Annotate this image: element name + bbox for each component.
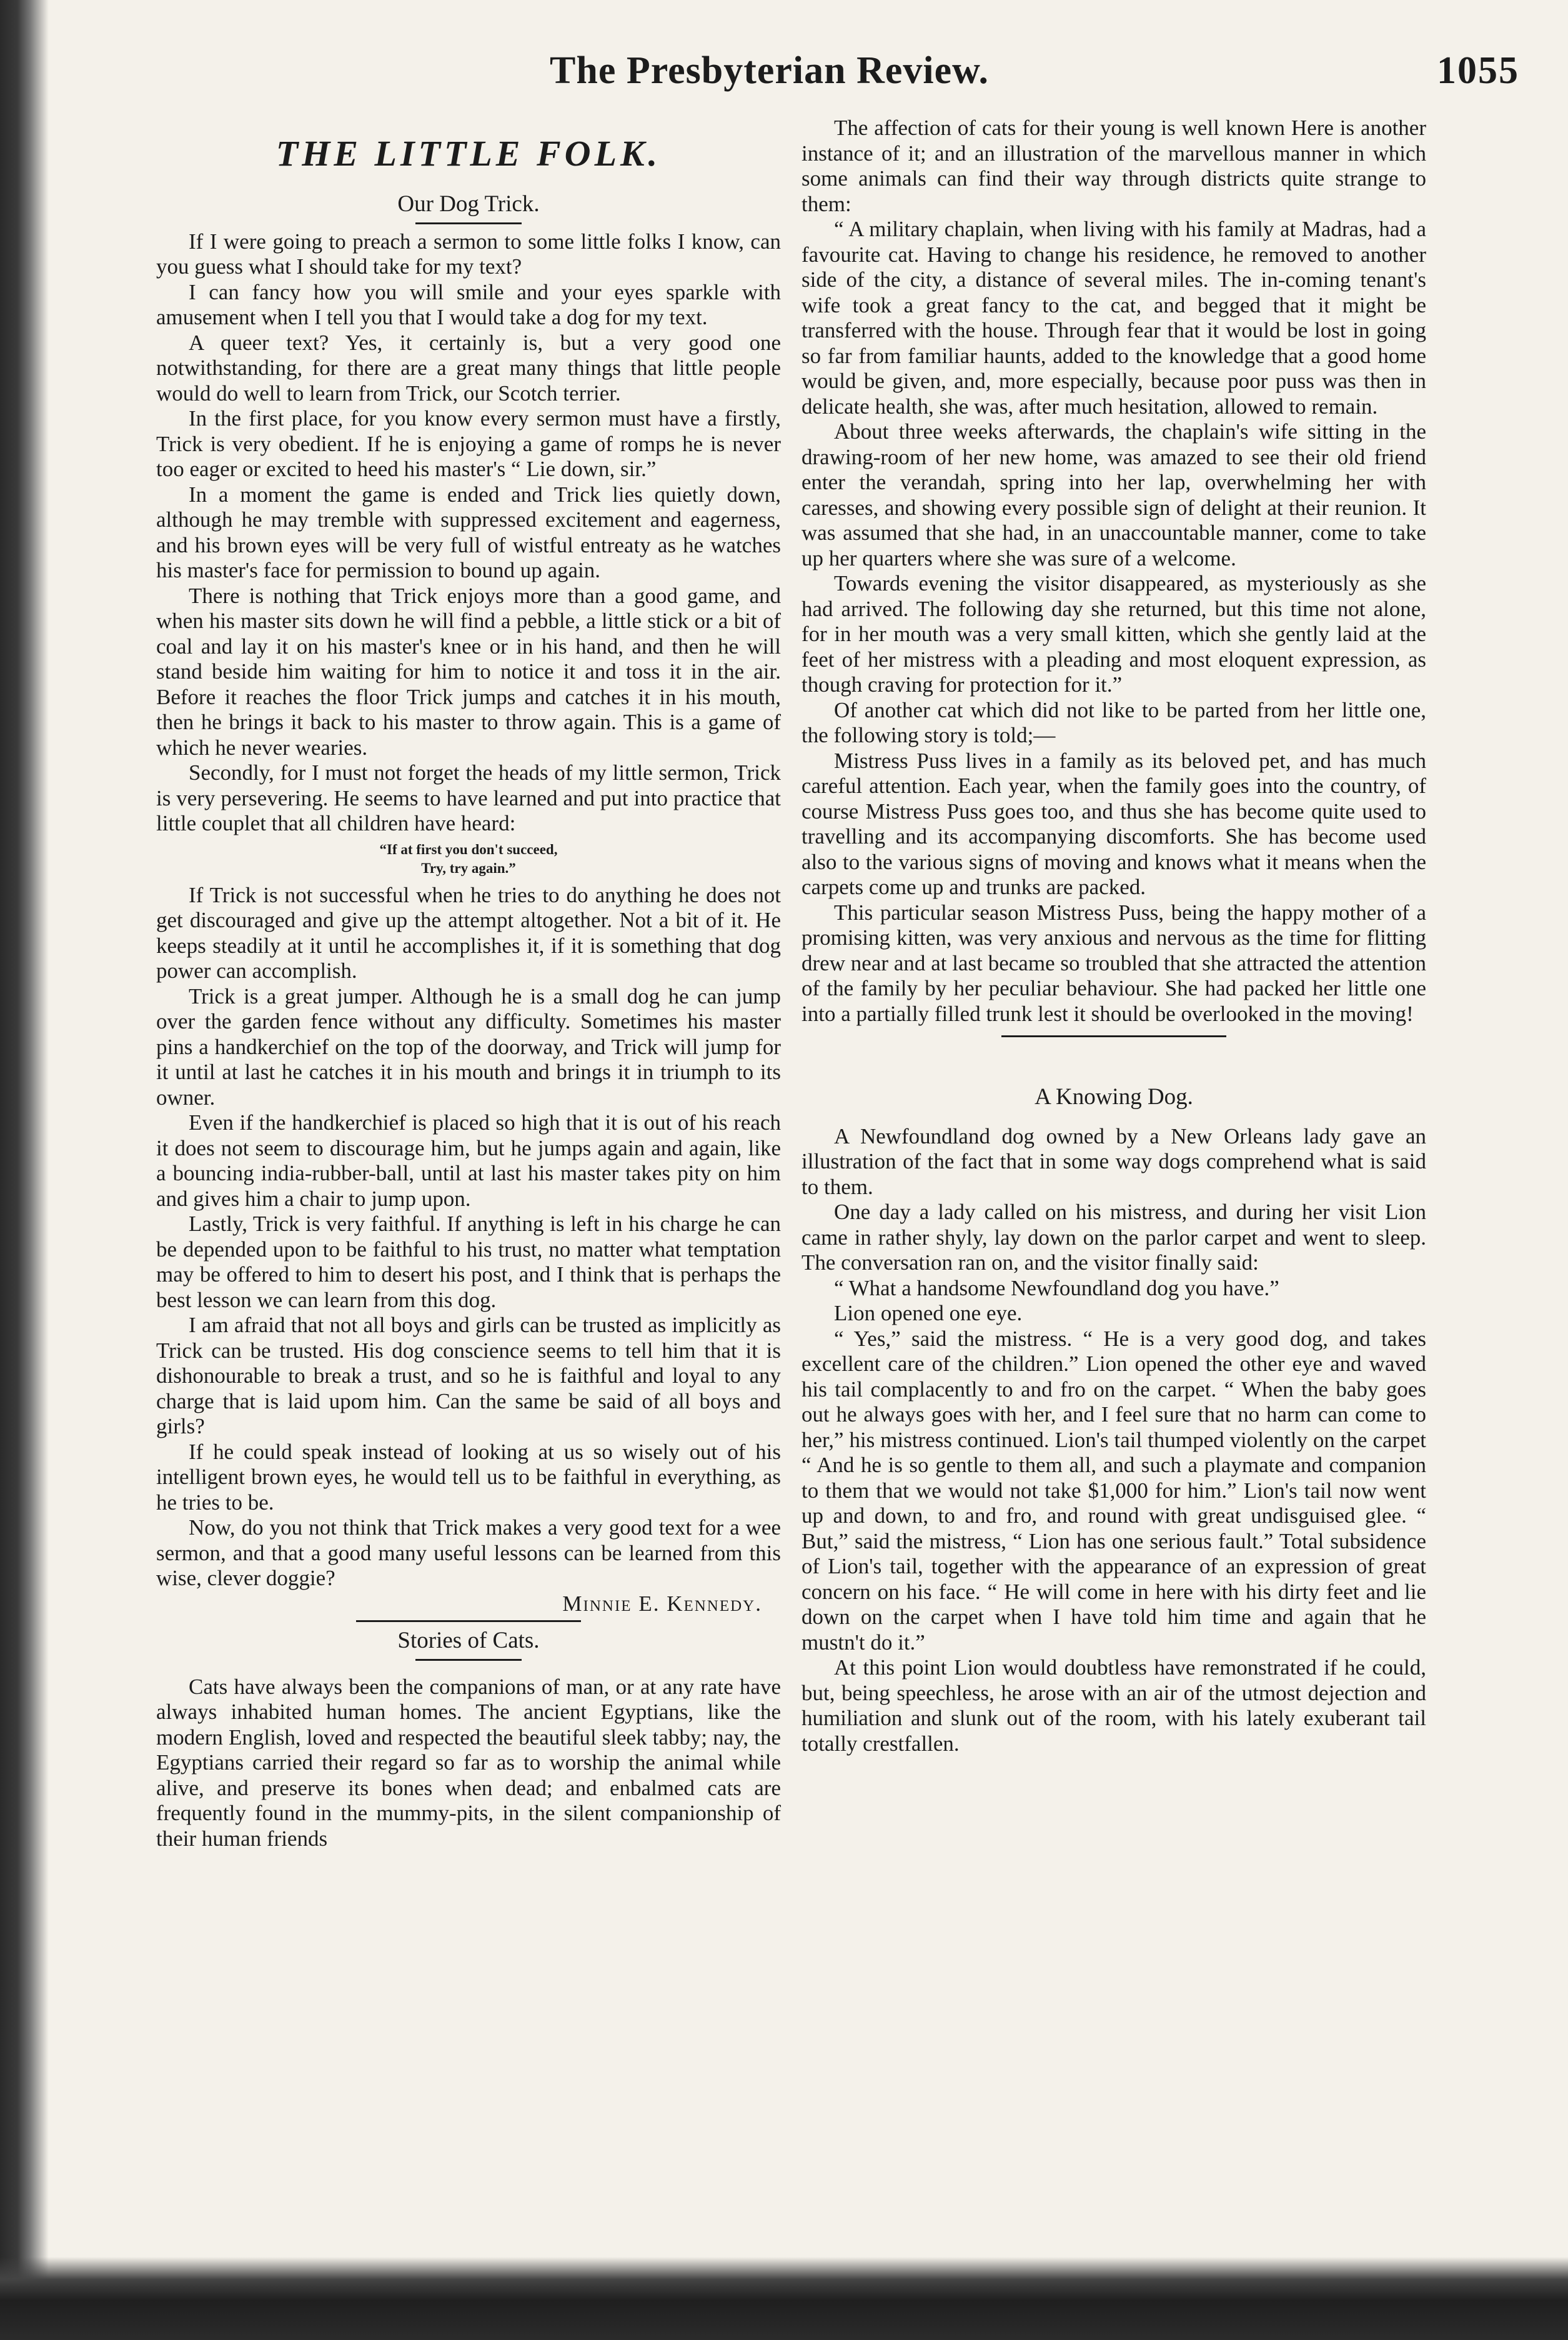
paragraph: “ What a handsome Newfoundland dog you have.” bbox=[834, 1275, 1279, 1300]
paragraph: If Trick is not successful when he tries to do anything he does not get discouraged and give up the attempt altogether. Not a bit of it. He keeps steadily at it until he accomplishes it, if it is something that dog power can accomplish. bbox=[156, 882, 781, 983]
heading-rule bbox=[415, 222, 522, 224]
heading-rule bbox=[415, 1659, 522, 1661]
story-heading-dog-trick: Our Dog Trick. bbox=[397, 191, 540, 217]
paragraph: Of another cat which did not like to be parted from her little one, the following story is told;— bbox=[801, 697, 1426, 747]
left-column bbox=[156, 116, 781, 1851]
paragraph: If he could speak instead of looking at us so wisely out of his intelligent brown eyes, he would tell us to be faithful in everything, as he tries to be. bbox=[156, 1439, 781, 1515]
paragraph: I am afraid that not all boys and girls can be trusted as implicitly as Trick can be trusted. His dog conscience seems to tell him that it is dishonourable to break a trust, and so he is faithful and loyal to any charge that is laid upom him. Can the same be said of all boys and girls? bbox=[156, 1313, 781, 1438]
paragraph: A queer text? Yes, it certainly is, but a very good one notwithstanding, for there are a great many things that little people would do well to learn from Trick, our Scotch terrier. bbox=[156, 330, 781, 406]
paragraph: Cats have always been the companions of man, or at any rate have always inhabited human homes. The ancient Egyptians, like the modern English, loved and respected the beautiful sleek tabby; nay, the Egyptians carried their regard so far as to worship the animal while alive, and preserve its bones when dead; and enbalmed cats are frequently found in the mummy-pits, in the silent companionship of their human friends bbox=[156, 1674, 781, 1851]
couplet-line-2: Try, try again.” bbox=[421, 860, 516, 876]
paragraph: “ Yes,” said the mistress. “ He is a very good dog, and takes excellent care of the children.” Lion opened the other eye and waved his tail complacently to and fro on the carpet. “ When the baby goes out he always goes with her, and I feel sure that no harm can come to her,” his mistress continued. Lion's tail thumped violently on the carpet “ And he is so gentle to them all, and such a playmate and companion to them that we would not take $1,000 for him.” Lion's tail now went up and down, to and fro, and round with great undisguised glee. “ But,” said the mistress, “ Lion has one serious fault.” Total subsidence of Lion's tail, together with the appearance of an expression of great concern on his face. “ He will come in here with his dirty feet and lie down on the carpet when I have told him time and again that he mustn't do it.” bbox=[801, 1326, 1426, 1655]
couplet-line-1: “If at first you don't succeed, bbox=[379, 841, 558, 857]
right-column bbox=[801, 116, 1426, 1756]
paragraph: If I were going to preach a sermon to some little folks I know, can you guess what I should take for my text? bbox=[156, 229, 781, 279]
running-head bbox=[0, 49, 1568, 99]
bottom-scan-edge bbox=[0, 2257, 1568, 2340]
story-end-rule bbox=[356, 1620, 581, 1622]
couplet bbox=[156, 840, 781, 878]
paragraph: The affection of cats for their young is well known Here is another instance of it; and an illustration of the marvellous manner in which some animals can find their way through districts quite strange to them: bbox=[801, 116, 1426, 216]
binding-edge bbox=[0, 0, 49, 2340]
paragraph: Now, do you not think that Trick makes a very good text for a wee sermon, and that a good many useful lessons can be learned from this wise, clever doggie? bbox=[156, 1515, 781, 1590]
page-number: 1055 bbox=[1437, 49, 1519, 92]
paragraph: In a moment the game is ended and Trick lies quietly down, although he may tremble with suppressed excitement and eagerness, and his brown eyes will be very full of wistful entreaty as he watches his master's face for permission to bound up again. bbox=[156, 482, 781, 582]
paragraph: Trick is a great jumper. Although he is a small dog he can jump over the garden fence without any difficulty. Sometimes his master pins a handkerchief on the top of the doorway, and Trick will jump for it until at last he catches it in his mouth and brings it in triumph to its owner. bbox=[156, 983, 781, 1110]
story-end-rule bbox=[1001, 1035, 1226, 1037]
paragraph: Towards evening the visitor disappeared, as mysteriously as she had arrived. The following day she returned, but this time not alone, for in her mouth was a very small kitten, which she gently laid at the feet of her mistress with a pleading and most eloquent expression, as though craving for protection for it.” bbox=[801, 571, 1426, 697]
paragraph: Lastly, Trick is very faithful. If anything is left in his charge he can be depended upon to be faithful to his trust, no matter what temptation may be offered to him to desert his post, and I think that is perhaps the best lesson we can learn from this dog. bbox=[156, 1212, 781, 1312]
paragraph: Secondly, for I must not forget the heads of my little sermon, Trick is very persevering. He seems to have learned and put into practice that little couplet that all children have heard: bbox=[156, 760, 781, 835]
story-heading-cats: Stories of Cats. bbox=[397, 1628, 540, 1653]
paragraph: A Newfoundland dog owned by a New Orleans lady gave an illustration of the fact that in some way dogs comprehend what is said to them. bbox=[801, 1123, 1426, 1199]
paragraph: I can fancy how you will smile and your eyes sparkle with amusement when I tell you that I would take a dog for my text. bbox=[156, 279, 781, 329]
paragraph: Mistress Puss lives in a family as its beloved pet, and has much careful attention. Each year, when the family goes into the country, of course Mistress Puss goes too, and thus she has become quite used to travelling and its accompanying discomforts. She has become used also to the various signs of moving and knows what it means when the carpets come up and trunks are packed. bbox=[801, 748, 1426, 899]
paragraph: Even if the handkerchief is placed so high that it is out of his reach it does not seem to discourage him, but he jumps again and again, like a bouncing india-rubber-ball, until at last his master takes pity on him and gives him a chair to jump upon. bbox=[156, 1110, 781, 1211]
paragraph: There is nothing that Trick enjoys more than a good game, and when his master sits down he will find a pebble, a little stick or a bit of coal and lay it on his master's knee or in his hand, and then he will stand beside him waiting for him to notice it and toss it in the air. Before it reaches the floor Trick jumps and catches it in his mouth, then he brings it back to his master to throw again. This is a game of which he never wearies. bbox=[156, 583, 781, 760]
paragraph: One day a lady called on his mistress, and during her visit Lion came in rather shyly, lay down on the parlor carpet and went to sleep. The conversation ran on, and the visitor finally said: bbox=[801, 1200, 1426, 1275]
paragraph: “ A military chaplain, when living with his family at Madras, had a favourite cat. Having to change his residence, he removed to another side of the city, a distance of several miles. The in-coming tenant's wife took a great fancy to the cat, and begged that it might be transferred with the house. Through fear that it would be lost in going so far from familiar haunts, added to the knowledge that a good home would be given, and, more especially, because poor puss was then in delicate health, she was, after much hesitation, allowed to remain. bbox=[801, 217, 1426, 419]
author-signature: Minnie E. Kennedy. bbox=[562, 1591, 762, 1616]
paragraph: In the first place, for you know every sermon must have a firstly, Trick is very obedient. If he is enjoying a game of romps he is never too eager or excited to heed his master's “ Lie down, sir.” bbox=[156, 406, 781, 481]
paragraph: About three weeks afterwards, the chaplain's wife sitting in the drawing-room of her new home, was amazed to see their old friend enter the verandah, spring into her lap, overwhelming her with caresses, and showing every possible sign of delight at their reunion. It was assumed that she had, in an unaccountable manner, come to take up her quarters where she was sure of a welcome. bbox=[801, 419, 1426, 570]
section-title: THE LITTLE FOLK. bbox=[275, 133, 662, 174]
paragraph: At this point Lion would doubtless have remonstrated if he could, but, being speechless, he arose with an air of the utmost dejection and humiliation and slunk out of the room, with his lately exuberant tail totally crestfallen. bbox=[801, 1655, 1426, 1756]
story-heading-knowing-dog: A Knowing Dog. bbox=[1035, 1084, 1193, 1110]
journal-title: The Presbyterian Review. bbox=[550, 49, 990, 92]
paragraph: This particular season Mistress Puss, being the happy mother of a promising kitten, was very anxious and nervous as the time for flitting drew near and at last became so troubled that she attracted the attention of the family by her peculiar behaviour. She had packed her little one into a partially filled trunk lest it should be overlooked in the moving! bbox=[801, 900, 1426, 1026]
paragraph: Lion opened one eye. bbox=[834, 1301, 1023, 1325]
